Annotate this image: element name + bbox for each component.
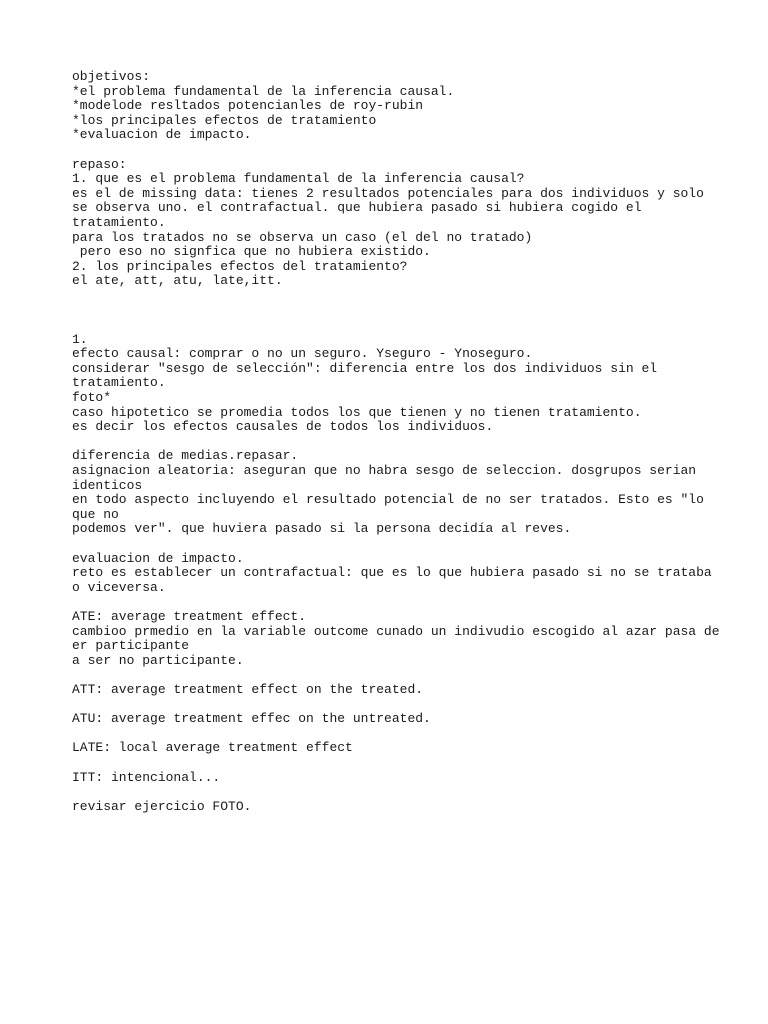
text-line: reto es establecer un contrafactual: que es lo que hubiera pasado si no se trataba — [72, 565, 712, 581]
blank-line — [72, 668, 712, 683]
blank-line — [72, 698, 712, 713]
text-line: ATE: average treatment effect. — [72, 608, 307, 624]
text-line: evaluacion de impacto. — [72, 550, 244, 566]
text-line: 1. que es el problema fundamental de la inferencia causal? — [72, 171, 525, 187]
text-line: diferencia de medias.repasar. — [72, 448, 299, 464]
blank-line — [72, 304, 712, 319]
text-line: er participante — [72, 638, 190, 654]
blank-line — [72, 435, 712, 450]
text-line: es el de missing data: tienes 2 resultados potenciales para dos individuos y solo — [72, 185, 704, 201]
text-line: cambioo prmedio en la variable outcome cunado un indivudio escogido al azar pasa de — [72, 623, 720, 639]
text-line: podemos ver". que huviera pasado si la persona decidía al reves. — [72, 521, 572, 537]
text-line: pero eso no signfica que no hubiera existido. — [72, 244, 431, 260]
text-line: tratamiento. — [72, 214, 166, 230]
text-line: ITT: intencional... — [72, 769, 221, 785]
text-line: asignacion aleatoria: aseguran que no habra sesgo de seleccion. dosgrupos serian — [72, 463, 697, 479]
text-line: LATE: local average treatment effect — [72, 740, 353, 756]
text-line: en todo aspecto incluyendo el resultado potencial de no ser tratados. Esto es "lo — [72, 492, 704, 508]
text-line: que no — [72, 506, 119, 522]
text-line: para los tratados no se observa un caso (el del no tratado) — [72, 229, 533, 245]
text-line: 1. — [72, 331, 88, 347]
text-line: el ate, att, atu, late,itt. — [72, 273, 283, 289]
text-line: 2. los principales efectos del tratamiento? — [72, 258, 408, 274]
blank-line — [72, 756, 712, 771]
text-line: repaso: — [72, 156, 127, 172]
text-line: tratamiento. — [72, 375, 166, 391]
text-line: caso hipotetico se promedia todos los que tienen y no tienen tratamiento. — [72, 404, 642, 420]
text-line: ATT: average treatment effect on the treated. — [72, 681, 424, 697]
blank-line — [72, 785, 712, 800]
text-line: considerar "sesgo de selección": diferencia entre los dos individuos sin el — [72, 360, 658, 376]
text-line: a ser no participante. — [72, 652, 244, 668]
blank-line — [72, 143, 712, 158]
text-line: identicos — [72, 477, 143, 493]
text-line: objetivos: — [72, 69, 151, 84]
text-line: o viceversa. — [72, 579, 166, 595]
text-line: *los principales efectos de tratamiento — [72, 112, 377, 128]
text-line: se observa uno. el contrafactual. que hubiera pasado si hubiera cogido el — [72, 200, 642, 216]
text-line: efecto causal: comprar o no un seguro. Yseguro - Ynoseguro. — [72, 346, 533, 362]
text-line: es decir los efectos causales de todos los individuos. — [72, 419, 494, 435]
blank-line — [72, 537, 712, 552]
blank-line — [72, 595, 712, 610]
text-line: *modelode resltados potencianles de roy-rubin — [72, 98, 424, 114]
text-line: ATU: average treatment effec on the untreated. — [72, 711, 431, 727]
text-line: *el problema fundamental de la inferencia causal. — [72, 83, 455, 99]
document-page — [72, 69, 720, 814]
text-line: *evaluacion de impacto. — [72, 127, 252, 143]
blank-line — [72, 289, 712, 304]
text-line: foto* — [72, 390, 112, 406]
text-line: revisar ejercicio FOTO. — [72, 798, 252, 814]
blank-line — [72, 318, 712, 333]
blank-line — [72, 727, 712, 742]
